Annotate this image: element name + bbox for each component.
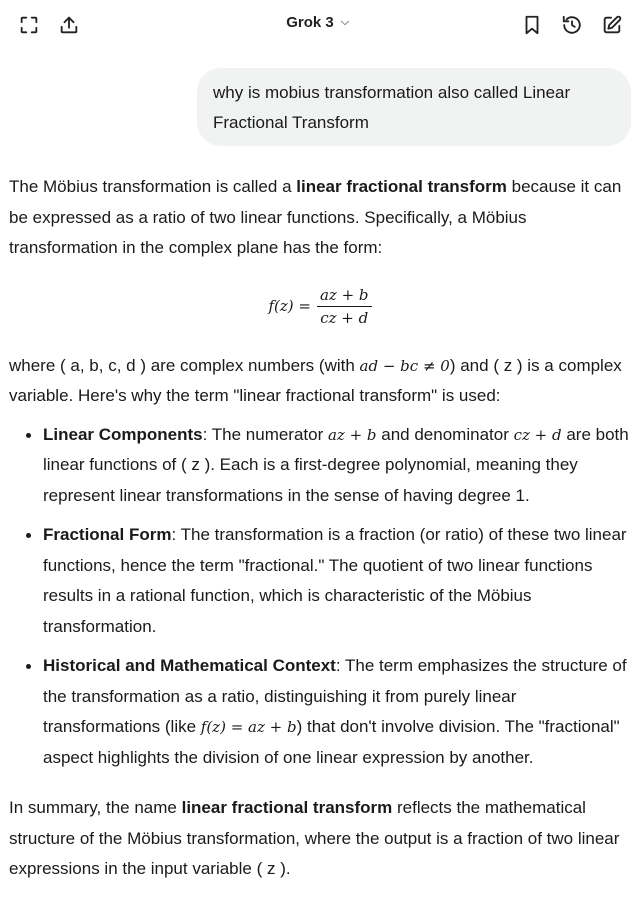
list-item: Historical and Mathematical Context: The term emphasizes the structure of the transformation as a ratio, distinguishing it from purely linear transformations (like f(z) = az + b) that don't involve division. The "fractional" aspect highlights the division of one linear expression by another.	[43, 651, 631, 773]
formula-lhs: f(z) =	[268, 297, 311, 316]
intro-paragraph: The Möbius transformation is called a linear fractional transform because it can be expressed as a ratio of two linear functions. Specifically, a Möbius transformation in the complex plane has the form:	[9, 177, 622, 257]
formula-fraction	[317, 284, 372, 329]
share-icon[interactable]	[57, 13, 81, 37]
formula-numerator: az + b	[317, 284, 372, 307]
top-bar	[0, 0, 638, 50]
assistant-response	[9, 172, 631, 885]
model-selector[interactable]	[264, 14, 374, 31]
formula-denominator: cz + d	[320, 309, 369, 327]
mobius-formula	[9, 277, 631, 337]
where-paragraph: where ( a, b, c, d ) are complex numbers (with ad − bc ≠ 0) and ( z ) is a complex variable. Here's why the term "linear fractional transform" is used:	[9, 355, 622, 405]
user-message-bubble	[197, 68, 631, 146]
history-icon[interactable]	[560, 13, 584, 37]
intro-bold-term: linear fractional transform	[296, 177, 507, 196]
model-name: Grok 3	[286, 14, 334, 31]
chevron-down-icon	[338, 16, 352, 30]
user-message-text: why is mobius transformation also called Linear Fractional Transform	[213, 83, 571, 132]
list-item: Linear Components: The numerator az + b and denominator cz + d are both linear functions of ( z ). Each is a first-degree polynomial, meaning they represent linear transformations in the sense of having degree 1.	[43, 420, 631, 512]
bookmark-icon[interactable]	[520, 13, 544, 37]
condition-math: ad − bc ≠ 0	[359, 356, 450, 375]
summary-paragraph: In summary, the name linear fractional transform reflects the mathematical structure of the Möbius transformation, where the output is a fraction of two linear expressions in the input variable ( z ).	[9, 798, 620, 878]
new-chat-icon[interactable]	[600, 13, 624, 37]
list-item: Fractional Form: The transformation is a fraction (or ratio) of these two linear functions, hence the term "fractional." The quotient of two linear functions results in a rational function, which is characteristic of the Möbius transformation.	[43, 520, 631, 642]
summary-bold-term: linear fractional transform	[181, 798, 393, 817]
reasons-list	[9, 420, 631, 774]
expand-icon[interactable]	[17, 13, 41, 37]
